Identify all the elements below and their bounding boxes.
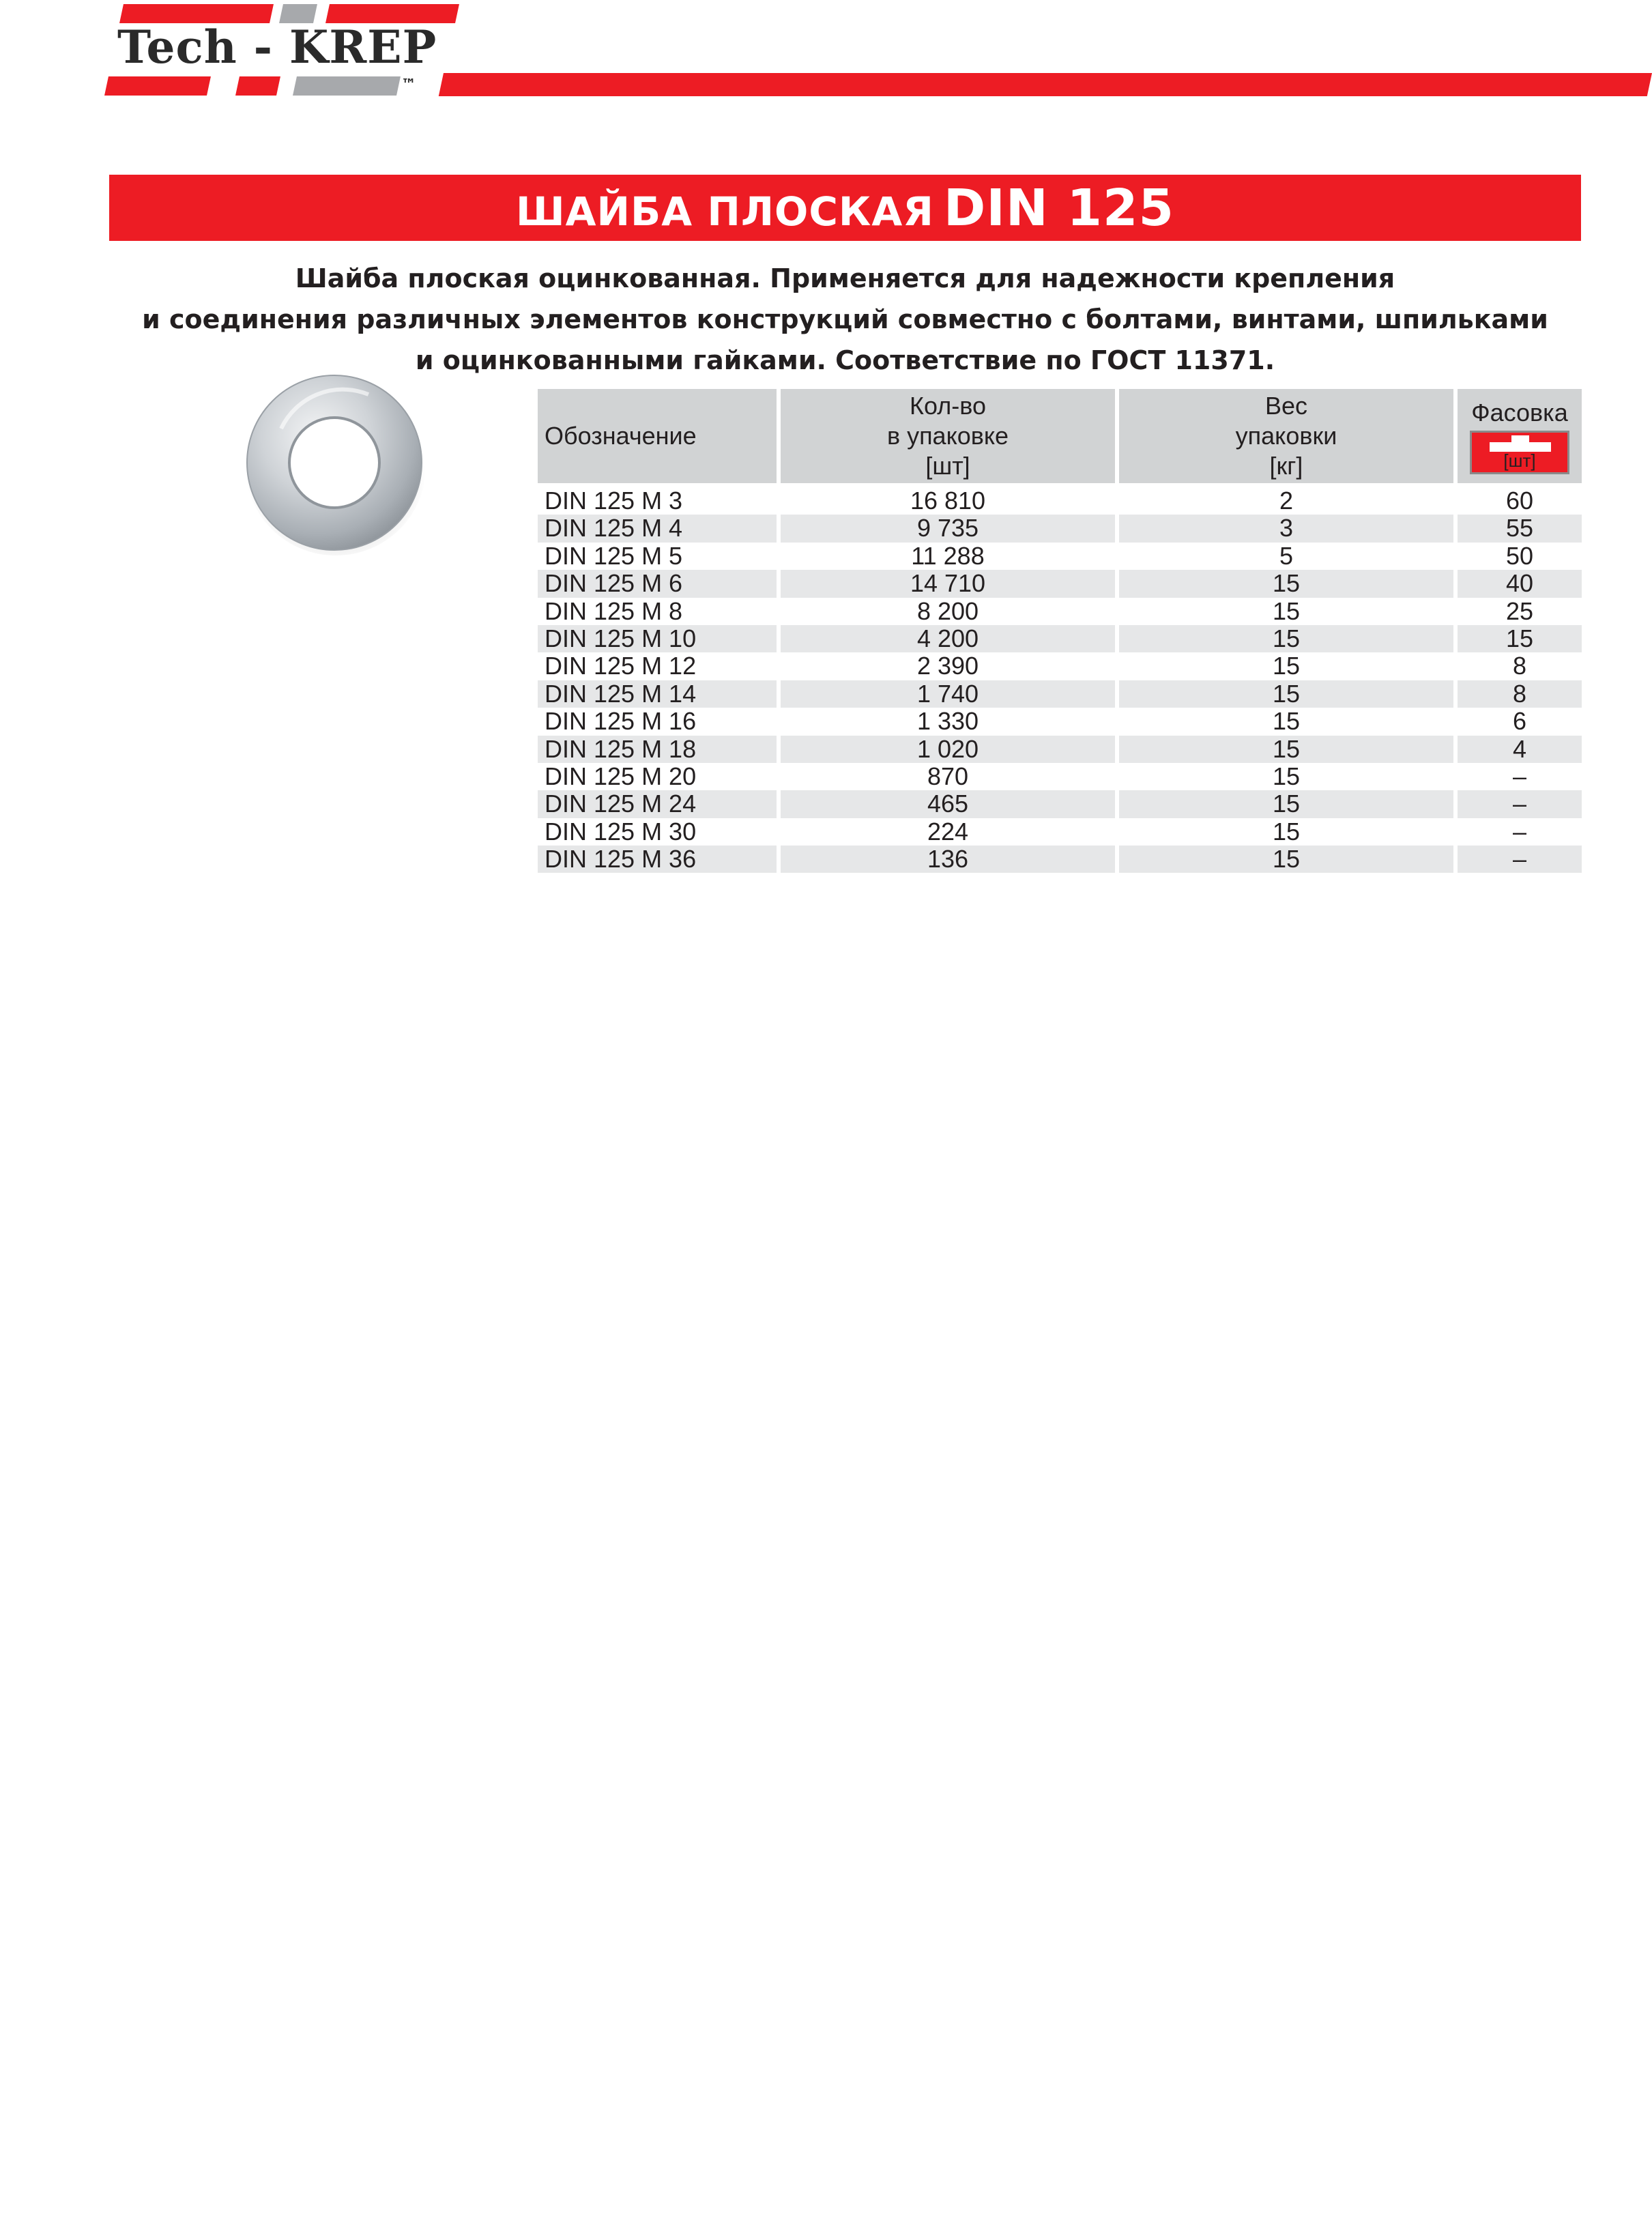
cell-pack: –: [1512, 762, 1527, 790]
cell-pack: 15: [1458, 625, 1582, 652]
cell-designation: DIN 125 M 3: [545, 487, 683, 515]
logo-stripe-bottom-gray: [293, 76, 401, 96]
header-weight-line: Вес: [1264, 392, 1308, 420]
logo-wordmark: Tech - KREP: [117, 20, 437, 74]
cell-qty: 1 740: [781, 680, 1115, 708]
title-main: ШАЙБА ПЛОСКАЯ: [515, 188, 934, 235]
cell-weight: 15: [1119, 846, 1453, 873]
table-row: [538, 515, 1582, 542]
cell-qty: 14 710: [781, 570, 1115, 597]
header-weight-line: [кг]: [1269, 452, 1303, 480]
cell-qty: 224: [927, 817, 969, 846]
table-row: [538, 680, 1582, 708]
table-body: [538, 487, 1582, 873]
cell-weight: 15: [1272, 596, 1301, 625]
cell-pack: 40: [1458, 570, 1582, 597]
cell-weight: 2: [1279, 487, 1294, 515]
cell-designation: DIN 125 M 5: [545, 541, 683, 570]
cell-qty: 16 810: [910, 487, 986, 515]
cell-weight: 15: [1272, 762, 1301, 790]
cell-qty: 11 288: [911, 541, 985, 570]
package-icon: [1470, 431, 1569, 474]
cell-qty: 136: [781, 846, 1115, 873]
cell-qty: 4 200: [781, 625, 1115, 652]
header-pack: [1458, 389, 1582, 483]
pack-unit-label: [шт]: [1503, 450, 1536, 471]
logo-stripe-bottom-red: [104, 76, 211, 96]
header-qty: [781, 389, 1115, 483]
description-line: и соединения различных элементов конструкций совместно с болтами, винтами, шпильками: [142, 304, 1548, 334]
product-description: [109, 258, 1581, 381]
cell-weight: 15: [1119, 680, 1453, 708]
table-row: [538, 708, 1582, 735]
header-pack-label: Фасовка: [1471, 399, 1568, 427]
cell-qty: 1 330: [916, 707, 979, 736]
cell-pack: 55: [1458, 515, 1582, 542]
cell-weight: 15: [1119, 570, 1453, 597]
title-code: DIN 125: [943, 178, 1175, 237]
cell-designation: DIN 125 M 14: [538, 680, 777, 708]
description-line: и оцинкованными гайками. Соответствие по ГОСТ 11371.: [415, 345, 1275, 375]
cell-pack: –: [1512, 817, 1527, 846]
cell-qty: 465: [781, 790, 1115, 818]
table-row: [538, 846, 1582, 873]
cell-qty: 9 735: [781, 515, 1115, 542]
cell-pack: 60: [1505, 487, 1534, 515]
logo-trademark: ™: [401, 76, 416, 93]
cell-qty: 870: [927, 762, 969, 790]
table-row: [538, 763, 1582, 790]
product-table: [538, 389, 1582, 873]
cell-pack: 25: [1505, 596, 1534, 625]
cell-designation: DIN 125 M 24: [538, 790, 777, 818]
cell-weight: 15: [1119, 790, 1453, 818]
table-row: [538, 598, 1582, 625]
cell-designation: DIN 125 M 4: [538, 515, 777, 542]
cell-pack: 6: [1512, 707, 1527, 736]
cell-pack: 50: [1505, 541, 1534, 570]
cell-weight: 15: [1119, 736, 1453, 763]
header-qty-line: Кол-во: [910, 392, 986, 420]
table-row: [538, 487, 1582, 515]
header-designation: [538, 389, 777, 483]
header-qty-line: [шт]: [925, 452, 970, 480]
cell-designation: DIN 125 M 18: [538, 736, 777, 763]
flat-washer-icon: [239, 367, 430, 558]
title-bar: [109, 175, 1581, 241]
cell-pack: –: [1458, 846, 1582, 873]
table-header: [538, 389, 1582, 483]
description-line: Шайба плоская оцинкованная. Применяется для надежности крепления: [295, 263, 1395, 293]
table-row: [538, 625, 1582, 652]
header-weight: [1119, 389, 1453, 483]
cell-designation: DIN 125 M 10: [538, 625, 777, 652]
cell-designation: DIN 125 M 20: [545, 762, 697, 790]
header-band: [439, 73, 1652, 96]
cell-qty: 1 020: [781, 736, 1115, 763]
cell-qty: 8 200: [916, 596, 979, 625]
table-row: [538, 818, 1582, 846]
brand-logo: [102, 0, 457, 99]
cell-weight: 15: [1119, 625, 1453, 652]
cell-designation: DIN 125 M 36: [538, 846, 777, 873]
cell-weight: 5: [1279, 541, 1294, 570]
cell-weight: 15: [1272, 707, 1301, 736]
table-row: [538, 652, 1582, 680]
table-row: [538, 570, 1582, 597]
cell-designation: DIN 125 M 8: [545, 596, 683, 625]
table-row: [538, 736, 1582, 763]
header-designation-label: Обозначение: [545, 422, 697, 450]
cell-weight: 15: [1272, 652, 1301, 680]
cell-pack: 8: [1512, 652, 1527, 680]
cell-designation: DIN 125 M 6: [538, 570, 777, 597]
cell-pack: –: [1458, 790, 1582, 818]
cell-pack: 8: [1458, 680, 1582, 708]
cell-weight: 15: [1272, 817, 1301, 846]
cell-designation: DIN 125 M 30: [545, 817, 697, 846]
cell-designation: DIN 125 M 12: [545, 652, 697, 680]
header-qty-line: в упаковке: [886, 422, 1009, 450]
cell-qty: 2 390: [916, 652, 979, 680]
header-weight-line: упаковки: [1235, 422, 1337, 450]
page-title: [516, 179, 1174, 237]
table-row: [538, 790, 1582, 818]
cell-weight: 3: [1119, 515, 1453, 542]
logo-stripe-bottom-red-2: [235, 76, 280, 96]
table-row: [538, 543, 1582, 570]
cell-pack: 4: [1458, 736, 1582, 763]
cell-designation: DIN 125 M 16: [545, 707, 697, 736]
